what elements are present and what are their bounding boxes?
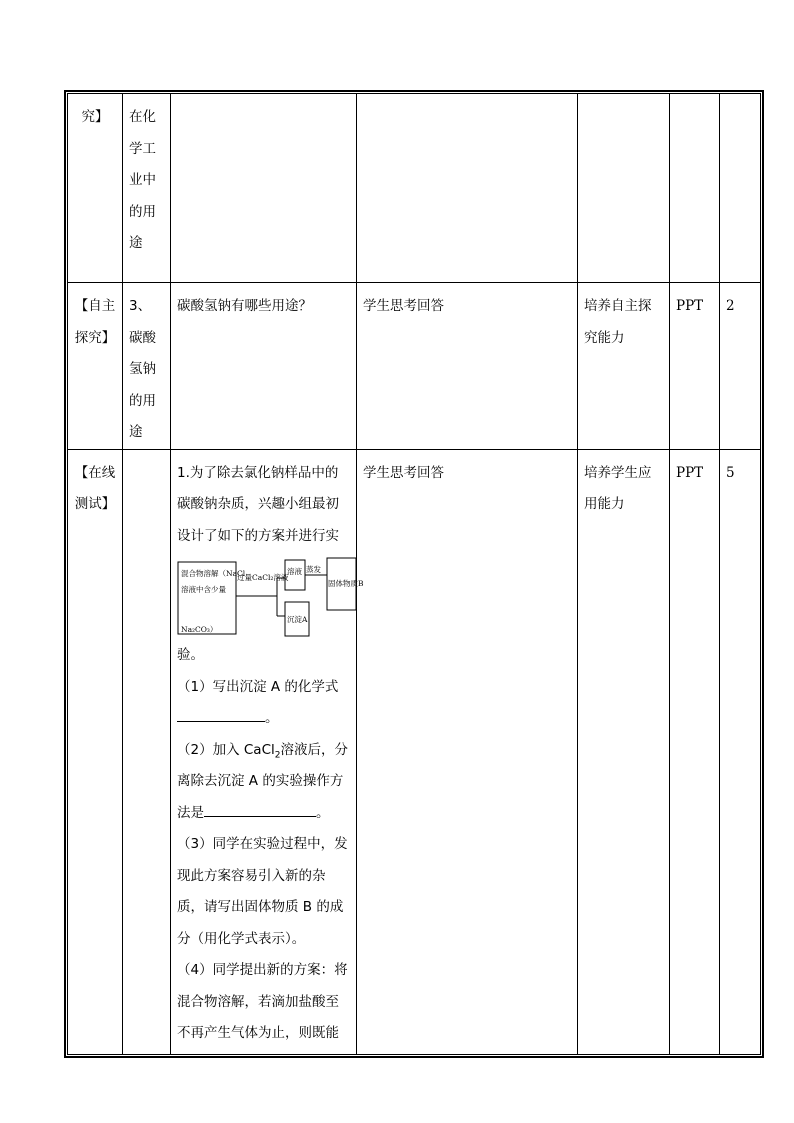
media-cell: PPT [670, 449, 720, 1054]
precipitate-label: 沉淀A [287, 615, 308, 624]
mixture-line-1: 混合物溶解（NaCl [181, 569, 246, 578]
content-cell [171, 94, 357, 283]
question-4: （4）同学提出新的方案：将混合物溶解，若滴加盐酸至不再产生气体为止，则既能 [177, 962, 348, 1041]
subscript: 2 [274, 750, 281, 761]
answer-blank[interactable] [204, 801, 316, 817]
mixture-line-2: 溶液中含少量 [181, 585, 226, 594]
media-cell: PPT [670, 283, 720, 450]
mixture-line-3: Na₂CO₃） [181, 625, 218, 634]
question-1-text: （1）写出沉淀 A 的化学式 [177, 678, 339, 695]
section-cell: 【在线测试】 [68, 449, 123, 1054]
media-cell [670, 94, 720, 283]
question-1 [177, 672, 350, 735]
table-row [68, 283, 761, 450]
lesson-plan-table [67, 93, 761, 1055]
goal-cell: 培养自主探究能力 [578, 283, 670, 450]
student-activity-cell: 学生思考回答 [357, 449, 578, 1054]
question-1-end: 。 [265, 710, 279, 726]
goal-cell [578, 94, 670, 283]
answer-blank[interactable] [177, 706, 265, 722]
minutes-cell [720, 94, 761, 283]
topic-cell: 3、碳酸氢钠的用途 [123, 283, 171, 450]
table-row [68, 94, 761, 283]
question-2-end: 。 [316, 804, 330, 821]
content-cell [171, 449, 364, 1054]
question-3: （3）同学在实验过程中，发现此方案容易引入新的杂质，请写出固体物质 B 的成分（用化学式表示）。 [177, 836, 348, 947]
goal-cell: 培养学生应用能力 [578, 449, 670, 1054]
question-intro-end: 验。 [177, 647, 204, 663]
solid-b-label: 固体物质B [328, 579, 364, 588]
table-row [68, 449, 761, 1054]
section-cell: 究】 [68, 94, 123, 283]
filtrate-label: 溶液 [287, 567, 302, 576]
student-activity-cell [357, 94, 578, 283]
reagent-label: 过量CaCl₂溶液 [237, 573, 289, 582]
topic-cell [123, 449, 171, 1054]
section-cell: 【自主探究】 [68, 283, 123, 450]
question-2-text-post: 溶液后，分离除去沉淀 A 的实验操作方法是 [177, 741, 348, 821]
separation-flow-diagram [177, 556, 364, 640]
topic-cell: 在化学工业中的用途 [123, 94, 171, 283]
minutes-cell: 5 [720, 449, 761, 1054]
minutes-cell: 2 [720, 283, 761, 450]
question-2 [177, 735, 350, 830]
evaporate-label: 蒸发 [306, 565, 321, 574]
student-activity-cell: 学生思考回答 [357, 283, 578, 450]
question-intro: 1.为了除去氯化钠样品中的碳酸钠杂质，兴趣小组最初设计了如下的方案并进行实 [177, 464, 339, 544]
content-cell: 碳酸氢钠有哪些用途？ [171, 283, 357, 450]
question-2-text: （2）加入 CaCl [177, 741, 275, 758]
